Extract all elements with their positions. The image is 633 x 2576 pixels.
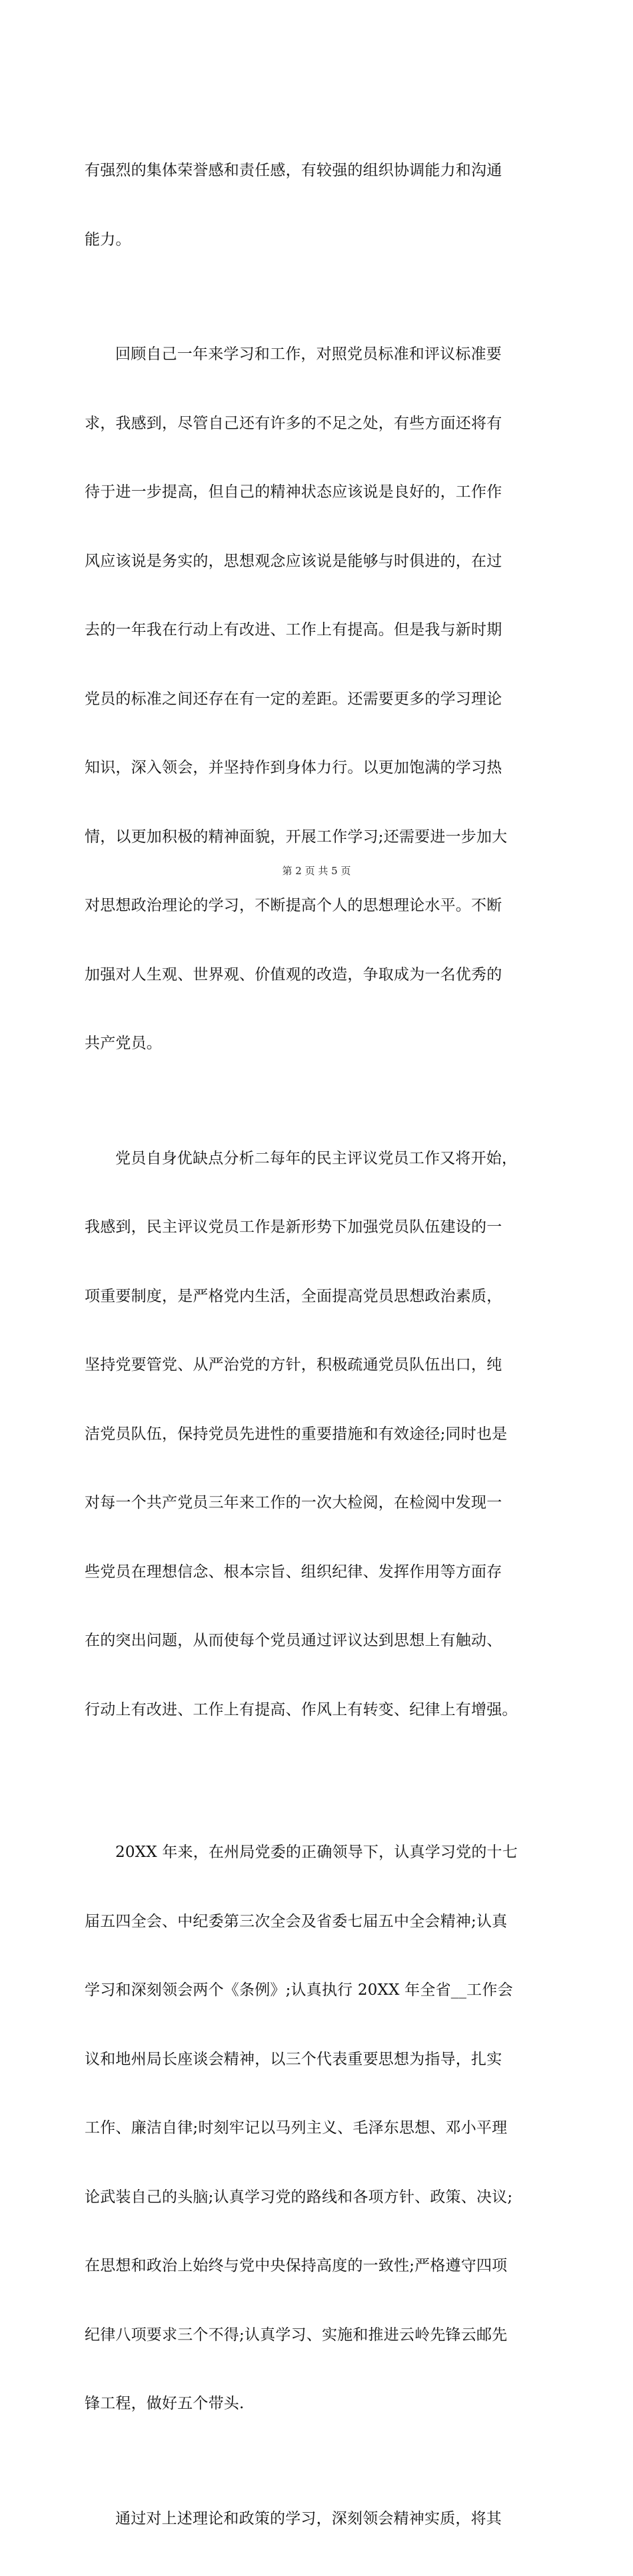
text-line: 加强对人生观、世界观、价值观的改造，争取成为一名优秀的 <box>85 963 551 987</box>
text-line: 我感到，民主评议党员工作是新形势下加强党员队伍建设的一 <box>85 1216 551 1239</box>
text-line: 在的突出问题，从而使每个党员通过评议达到思想上有触动、 <box>85 1629 551 1653</box>
text-line: 议和地州局长座谈会精神，以三个代表重要思想为指导，扎实 <box>85 2048 551 2071</box>
text-line: 通过对上述理论和政策的学习，深刻领会精神实质，将其 <box>85 2507 551 2531</box>
text-line: 纪律八项要求三个不得;认真学习、实施和推进云岭先锋云邮先 <box>85 2324 551 2347</box>
document-page <box>0 0 633 895</box>
paragraph-5 <box>85 2461 551 2576</box>
text-line: 知识，深入领会，并坚持作到身体力行。以更加饱满的学习热 <box>85 756 551 780</box>
text-line: 行动上有改进、工作上有提高、作风上有转变、纪律上有增强。 <box>85 1698 551 1722</box>
text-line: 坚持党要管党、从严治党的方针，积极疏通党员队伍出口，纯 <box>85 1354 551 1377</box>
text-line: 学习和深刻领会两个《条例》;认真执行 20XX 年全省__工作会 <box>85 1979 551 2002</box>
text-line: 党员的标准之间还存在有一定的差距。还需要更多的学习理论 <box>85 688 551 711</box>
text-line: 工作、廉洁自律;时刻牢记以马列主义、毛泽东思想、邓小平理 <box>85 2117 551 2140</box>
text-line: 对思想政治理论的学习，不断提高个人的思想理论水平。不断 <box>85 894 551 917</box>
text-line: 待于进一步提高，但自己的精神状态应该说是良好的，工作作 <box>85 481 551 504</box>
text-line: 求，我感到，尽管自己还有许多的不足之处，有些方面还将有 <box>85 412 551 435</box>
text-line: 情，以更加积极的精神面貌，开展工作学习;还需要进一步加大 <box>85 826 551 849</box>
text-line: 在思想和政治上始终与党中央保持高度的一致性;严格遵守四项 <box>85 2254 551 2278</box>
text-line: 风应该说是务实的，思想观念应该说是能够与时俱进的，在过 <box>85 550 551 573</box>
text-line: 锋工程，做好五个带头. <box>85 2392 551 2416</box>
text-line: 对每一个共产党员三年来工作的一次大检阅，在检阅中发现一 <box>85 1491 551 1515</box>
text-line: 洁党员队伍，保持党员先进性的重要措施和有效途径;同时也是 <box>85 1423 551 1446</box>
paragraph-spacer <box>85 1767 551 1795</box>
text-line: 项重要制度，是严格党内生活，全面提高党员思想政治素质， <box>85 1285 551 1308</box>
text-line: 能力。 <box>85 228 551 252</box>
text-line: 去的一年我在行动上有改进、工作上有提高。但是我与新时期 <box>85 619 551 642</box>
paragraph-4 <box>85 1795 551 2461</box>
page-number-footer: 第 2 页 共 5 页 <box>0 864 633 878</box>
text-line: 届五四全会、中纪委第三次全会及省委七届五中全会精神;认真 <box>85 1910 551 1933</box>
text-line: 党员自身优缺点分析二每年的民主评议党员工作又将开始， <box>85 1147 551 1170</box>
text-line: 共产党员。 <box>85 1032 551 1055</box>
text-line: 论武装自己的头脑;认真学习党的路线和各项方针、政策、决议; <box>85 2186 551 2209</box>
paragraph-2 <box>85 297 551 1101</box>
text-line: 20XX 年来，在州局党委的正确领导下，认真学习党的十七 <box>85 1841 551 1864</box>
paragraph-1 <box>85 113 551 297</box>
text-line: 些党员在理想信念、根本宗旨、组织纪律、发挥作用等方面存 <box>85 1561 551 1584</box>
paragraph-3 <box>85 1101 551 1768</box>
text-line: 回顾自己一年来学习和工作，对照党员标准和评议标准要 <box>85 343 551 366</box>
text-line: 有强烈的集体荣誉感和责任感，有较强的组织协调能力和沟通 <box>85 159 551 182</box>
document-body <box>85 113 551 2576</box>
